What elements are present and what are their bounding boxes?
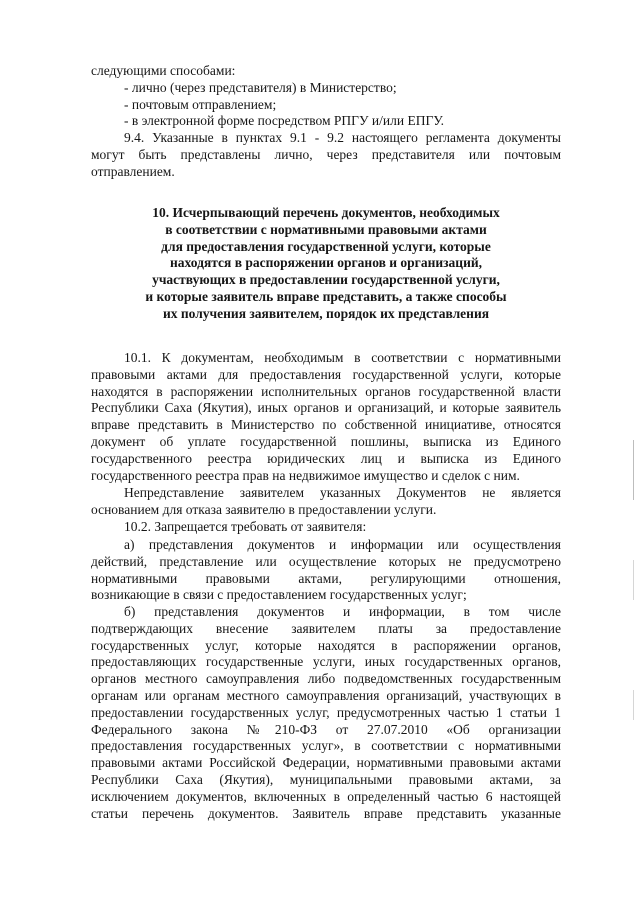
paragraph-9-4: [91, 130, 561, 180]
text-line: государственного реестра прав на недвижимое имущество и сделок с ним.: [91, 467, 520, 483]
text-line: основанием для отказа заявителю в предоставлении услуги.: [91, 501, 437, 517]
paragraph-b: [91, 604, 561, 822]
heading-line: их получения заявителем, порядок их представления: [162, 305, 490, 321]
text-line: предоставления государственных услуг», в соответствии с нормативными: [91, 738, 561, 754]
heading-line: для предоставления государственной услуги, которые: [161, 238, 491, 254]
text-line: предоставлении государственных услуг, предусмотренных частью 1 статьи 1: [91, 704, 561, 720]
text-line: 9.4. Указанные в пунктах 9.1 - 9.2 настоящего регламента документы: [124, 130, 561, 145]
text-line: правовыми актами Российской Федерации, нормативными правовыми актами: [91, 755, 561, 771]
text-line: 10.2. Запрещается требовать от заявителя:: [124, 519, 367, 534]
heading-line: находятся в распоряжении органов и организаций,: [169, 255, 483, 271]
text-line: органам или органам местного самоуправления организаций, участвующих в: [91, 687, 561, 703]
heading-line: в соответствии с нормативными правовыми актами: [165, 221, 487, 237]
heading-line: 10. Исчерпывающий перечень документов, необходимых: [152, 205, 500, 220]
scan-artifact: [633, 440, 634, 500]
paragraph-a: [91, 537, 561, 604]
text-line: предоставляющих государственные услуги, иных государственных органов,: [91, 654, 561, 670]
text-line: вправе представить в Министерство по собственной инициативе, относятся: [91, 417, 561, 433]
text-line: возникающие в связи с предоставлением государственных услуг;: [91, 587, 467, 603]
text-line: отправлением.: [91, 163, 175, 179]
text-line: следующими способами:: [91, 63, 236, 78]
list-item: - почтовым отправлением;: [124, 96, 277, 112]
text-line: органов местного самоуправления либо подведомственных государственным: [91, 671, 561, 687]
text-line: б) представления документов и информации, в том числе: [124, 604, 561, 619]
section-heading: [100, 205, 552, 323]
text-line: Непредставление заявителем указанных Документов не является: [124, 485, 561, 500]
text-line: государственных услуг, которые находятся в распоряжении органов,: [91, 637, 561, 653]
text-line: 10.1. К документам, необходимым в соответствии с нормативными: [124, 350, 561, 365]
paragraph-10-2: [91, 519, 561, 536]
text-line: правовыми актами для предоставления государственной услуги, которые: [91, 366, 561, 382]
text-line: Республики Саха (Якутия), муниципальными правовыми актами, за: [91, 771, 561, 787]
list-item: - в электронной форме посредством РПГУ и/или ЕПГУ.: [124, 113, 444, 129]
paragraph-10-1-note: [91, 485, 561, 519]
text-line: исключением документов, включенных в определенный частью 6 настоящей: [91, 788, 561, 804]
text-line: действий, представление или осуществление которых не предусмотрено: [91, 553, 561, 569]
heading-line: и которые заявитель вправе представить, а также способы: [145, 288, 507, 304]
text-line: нормативными правовыми актами, регулирующими отношения,: [91, 570, 561, 586]
text-line: а) представления документов и информации или осуществления: [124, 537, 561, 552]
text-line: документ об уплате государственной пошлины, выписка из Единого: [91, 433, 561, 449]
heading-line: участвующих в предоставлении государственной услуги,: [152, 272, 500, 288]
scan-artifact: [633, 690, 634, 720]
text-line: Федерального закона №210-ФЗ от 27.07.2010 «Об организации: [91, 721, 561, 737]
paragraph-10-1: [91, 350, 561, 484]
text-line: государственного реестра юридических лиц и выписка из Единого: [91, 450, 561, 466]
intro-block: [91, 63, 561, 130]
list-item: - лично (через представителя) в Министерство;: [124, 79, 397, 95]
text-line: статьи перечень документов. Заявитель вправе представить указанные: [91, 805, 561, 821]
text-line: могут быть представлены лично, через представителя или почтовым: [91, 146, 561, 162]
text-line: находятся в распоряжении исполнительных органов государственной власти: [91, 383, 561, 399]
text-line: Республики Саха (Якутия), иных органов и организаций, и которые заявитель: [91, 400, 561, 416]
text-line: подтверждающих внесение заявителем платы за предоставление: [91, 620, 561, 636]
scan-artifact: [633, 560, 634, 600]
